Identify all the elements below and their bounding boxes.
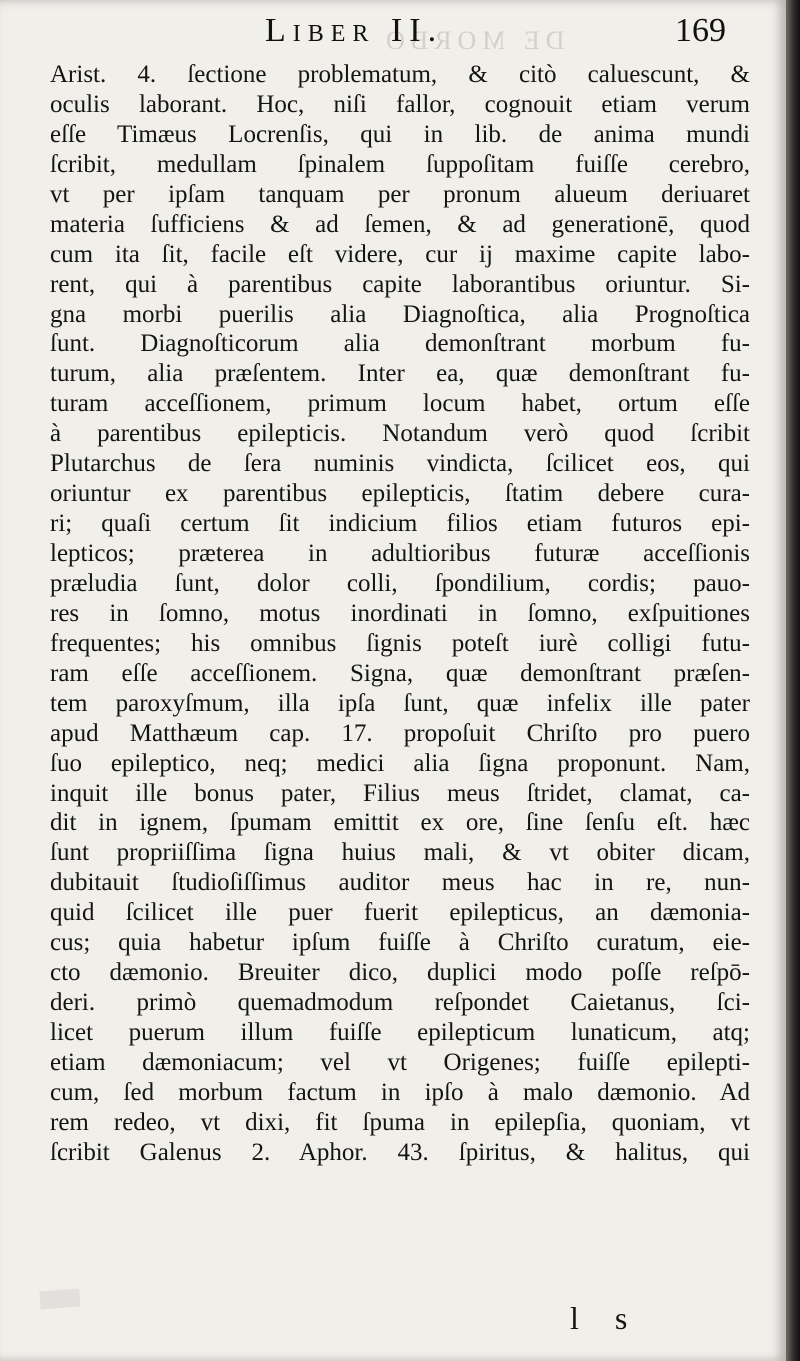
text-line: ſunt. Diagnoſticorum alia demonſtrant morbum fu- — [50, 330, 750, 358]
text-line: oriuntur ex parentibus epilepticis, ſtatim debere cura- — [50, 480, 750, 508]
text-line: ſcribit Galenus 2. Aphor. 43. ſpiritus, & halitus, qui — [50, 1138, 750, 1166]
text-line: res in ſomno, motus inordinati in ſomno, exſpuitiones — [50, 599, 750, 627]
text-line: frequentes; his omnibus ſignis poteſt iurè colligi futu- — [50, 629, 750, 657]
page-header — [0, 10, 786, 58]
signature-mark: l s — [570, 1300, 642, 1336]
text-line: rent, qui à parentibus capite laborantibus oriuntur. Si- — [50, 270, 750, 298]
text-line: ri; quaſi certum ſit indicium filios etiam futuros epi- — [50, 510, 750, 538]
text-line: eſſe Timæus Locrenſis, qui in lib. de anima mundi — [50, 120, 750, 148]
text-line: cus; quia habetur ipſum fuiſſe à Chriſto curatum, eie- — [50, 929, 750, 957]
text-line: licet puerum illum fuiſſe epilepticum lunaticum, atq; — [50, 1019, 750, 1046]
text-line: ſcribit, medullam ſpinalem ſuppoſitam fuiſſe cerebro, — [50, 150, 750, 178]
text-line: præludia ſunt, dolor colli, ſpondilium, cordis; pauo- — [50, 569, 750, 597]
text-line: rem redeo, vt dixi, fit ſpuma in epilepſia, quoniam, vt — [50, 1108, 750, 1136]
text-line: cum, ſed morbum factum in ipſo à malo dæmonio. Ad — [50, 1078, 750, 1106]
text-line: materia ſufficiens & ad ſemen, & ad generationē, quod — [50, 210, 750, 238]
text-line: deri. primò quemadmodum reſpondet Caietanus, ſci- — [50, 989, 750, 1017]
text-line: Arist. 4. ſectione problematum, & citò caluescunt, & — [50, 61, 750, 88]
running-head: Liber II. — [265, 12, 444, 49]
text-line: quid ſcilicet ille puer fuerit epilepticus, an dæmonia- — [50, 899, 750, 927]
text-line: ram eſſe acceſſionem. Signa, quæ demonſtrant præſen- — [50, 659, 750, 687]
page-number: 169 — [675, 12, 726, 49]
text-line: dit in ignem, ſpumam emittit ex ore, ſine ſenſu eſt. hæc — [50, 809, 750, 837]
text-line: turam acceſſionem, primum locum habet, ortum eſſe — [50, 390, 750, 418]
bleed-through-smudge — [39, 1289, 80, 1310]
text-line: oculis laborant. Hoc, niſi fallor, cognouit etiam verum — [50, 90, 750, 118]
bleed-through-ghost-text: DE MORBO — [380, 26, 565, 55]
text-line: dubitauit ſtudioſiſſimus auditor meus hac in re, nun- — [50, 869, 750, 897]
text-line: lepticos; præterea in adultioribus futuræ acceſſionis — [50, 540, 750, 567]
text-line: ſuo epileptico, neq; medici alia ſigna proponunt. Nam, — [50, 749, 750, 777]
text-line: cum ita ſit, facile eſt videre, cur ij maxime capite labo- — [50, 240, 750, 268]
text-line: etiam dæmoniacum; vel vt Origenes; fuiſſe epilepti- — [50, 1048, 750, 1076]
text-line: ſunt propriiſſima ſigna huius mali, & vt obiter dicam, — [50, 839, 750, 867]
text-line: apud Matthæum cap. 17. propoſuit Chriſto pro puero — [50, 719, 750, 747]
body-text — [50, 60, 750, 1168]
text-line: Plutarchus de ſera numinis vindicta, ſcilicet eos, qui — [50, 450, 750, 478]
text-line: à parentibus epilepticis. Notandum verò quod ſcribit — [50, 420, 750, 448]
text-line: tem paroxyſmum, illa ipſa ſunt, quæ infelix ille pater — [50, 689, 750, 717]
page-edge-shadow — [786, 0, 800, 1361]
text-line: cto dæmonio. Breuiter dico, duplici modo poſſe reſpō- — [50, 959, 750, 987]
text-line: turum, alia præſentem. Inter ea, quæ demonſtrant fu- — [50, 360, 750, 388]
text-line: vt per ipſam tanquam per pronum alueum deriuaret — [50, 180, 750, 208]
text-line: gna morbi puerilis alia Diagnoſtica, alia Prognoſtica — [50, 300, 750, 328]
text-line: inquit ille bonus pater, Filius meus ſtridet, clamat, ca- — [50, 779, 750, 807]
